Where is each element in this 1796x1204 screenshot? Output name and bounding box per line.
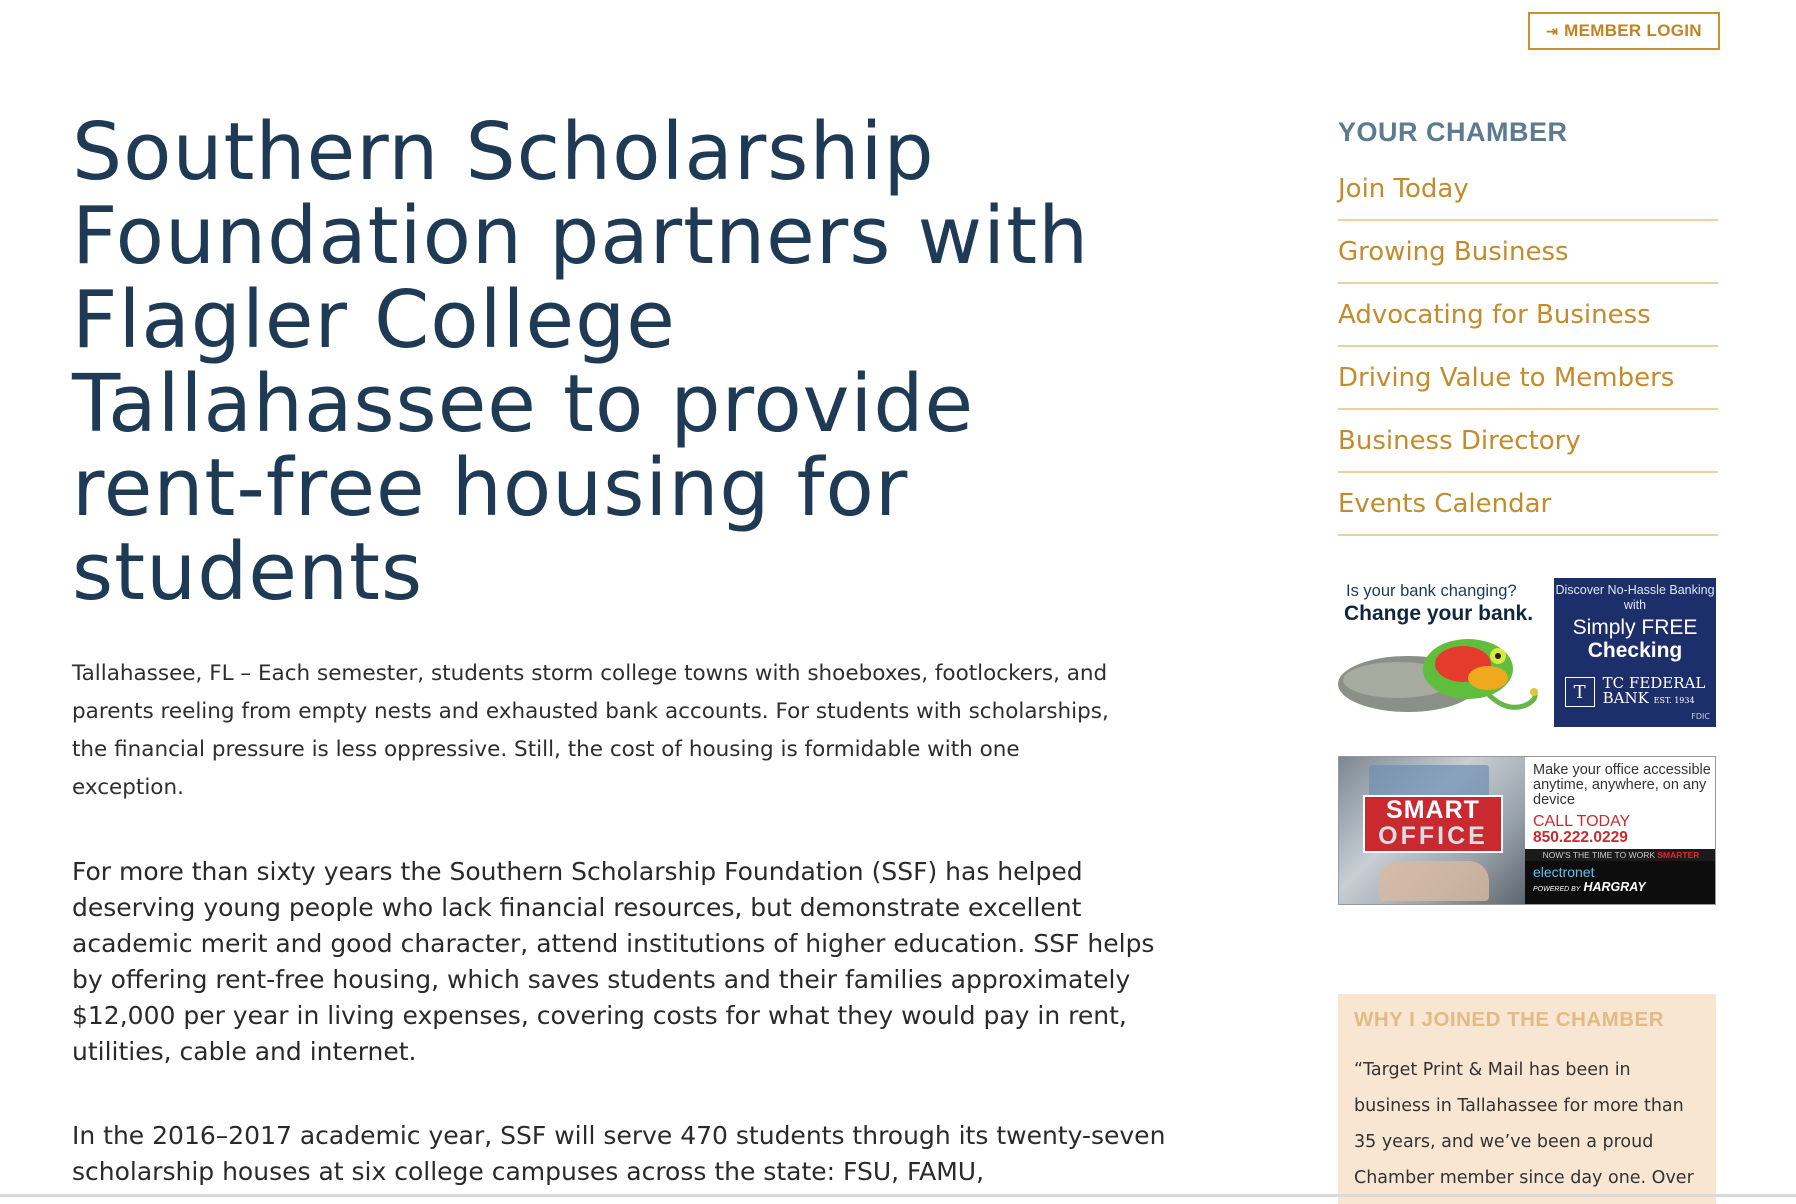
bank-ad-headline: Change your bank. — [1344, 602, 1534, 625]
bank-name-line2 — [1603, 691, 1706, 708]
sign-in-icon: ⇥ — [1546, 22, 1559, 39]
chameleon-image — [1338, 634, 1554, 727]
article-paragraph: For more than sixty years the Southern Scholarship Foundation (SSF) has helped deserving young people who lack financial resources, but demonstrate excellent academic merit and good character, attend institutions of higher education. SSF helps by offering rent-free housing, which saves students and their families approximately $12,000 per year in living expenses, covering costs for what they would pay in rent, utilities, cable and internet. — [72, 857, 1155, 1066]
smart-office-ad-banner[interactable] — [1338, 756, 1716, 905]
sidebar-item-events-calendar[interactable]: Events Calendar — [1338, 473, 1718, 536]
smart-office-call: CALL TODAY — [1533, 813, 1631, 830]
bank-name-bank: BANK — [1602, 689, 1649, 707]
smart-office-text — [1525, 757, 1716, 853]
member-login-button[interactable] — [1528, 12, 1720, 50]
bank-ad-simply: Simply FREE — [1572, 616, 1698, 639]
office-photo — [1339, 757, 1525, 905]
smart-office-phone: 850.222.0229 — [1533, 829, 1628, 846]
band-text: NOW'S THE TIME TO WORK — [1542, 850, 1656, 860]
band-highlight: SMARTER — [1657, 850, 1700, 860]
member-login-label: MEMBER LOGIN — [1564, 21, 1702, 40]
sidebar-item-join-today[interactable]: Join Today — [1338, 158, 1718, 221]
testimonial-box — [1338, 994, 1716, 1204]
office-label: OFFICE — [1378, 822, 1488, 850]
sidebar-item-business-directory[interactable]: Business Directory — [1338, 410, 1718, 473]
article-paragraph: In the 2016–2017 academic year, SSF will serve 470 students through its twenty-seven scholarship houses at six college campuses across the state: FSU, FAMU, — [72, 1121, 1166, 1186]
sidebar-item-growing-business[interactable]: Growing Business — [1338, 221, 1718, 284]
sidebar-item-advocating-for-business[interactable]: Advocating for Business — [1338, 284, 1718, 347]
testimonial-quote: “Target Print & Mail has been in business in Tallahassee for more than 35 years, and we’ve been a proud Chamber member since day one. Over — [1354, 1060, 1694, 1188]
smart-label: SMART — [1386, 796, 1480, 824]
smart-office-tagline: Make your office accessible anytime, anywhere, on any device — [1533, 762, 1711, 808]
bank-ad-discover: Discover No-Hassle Banking with — [1555, 583, 1715, 612]
smart-office-sponsors — [1525, 861, 1716, 905]
bank-logo-row — [1554, 676, 1716, 708]
bank-logo-icon: T — [1565, 677, 1595, 707]
article-title: Southern Scholarship Foundation partners with Flagler College Tallahassee to provide rent-free housing for students — [72, 106, 1090, 618]
electronet-logo: electronet — [1533, 864, 1595, 880]
bank-ad-checking: Checking — [1587, 639, 1683, 662]
bank-name-line1: TC FEDERAL — [1602, 674, 1706, 692]
bank-ad-left — [1338, 578, 1554, 727]
testimonial-heading: WHY I JOINED THE CHAMBER — [1354, 1008, 1665, 1031]
sidebar — [1338, 112, 1718, 536]
hargray-name: HARGRAY — [1583, 880, 1646, 894]
office-photo-hands — [1379, 861, 1489, 901]
article-lede: Tallahassee, FL – Each semester, students storm college towns with shoeboxes, footlockers, and parents reeling from empty nests and exhausted bank accounts. For students with scholarships, the financial pressure is less oppressive. Still, the cost of housing is formidable with one exception. — [72, 661, 1109, 800]
powered-by: POWERED BY — [1533, 886, 1581, 893]
fdic-badge: FDIC — [1691, 712, 1710, 721]
bank-ad-right — [1554, 578, 1716, 727]
bank-name — [1603, 676, 1706, 708]
sidebar-nav — [1338, 158, 1718, 536]
bank-ad-banner[interactable] — [1338, 578, 1716, 727]
sidebar-heading: YOUR CHAMBER — [1338, 117, 1568, 147]
hargray-logo — [1533, 880, 1716, 897]
sidebar-item-driving-value[interactable]: Driving Value to Members — [1338, 347, 1718, 410]
smart-office-band — [1525, 849, 1716, 861]
bank-est: EST. 1934 — [1653, 696, 1695, 705]
bank-ad-question: Is your bank changing? — [1346, 582, 1517, 600]
smart-office-badge — [1363, 795, 1503, 853]
